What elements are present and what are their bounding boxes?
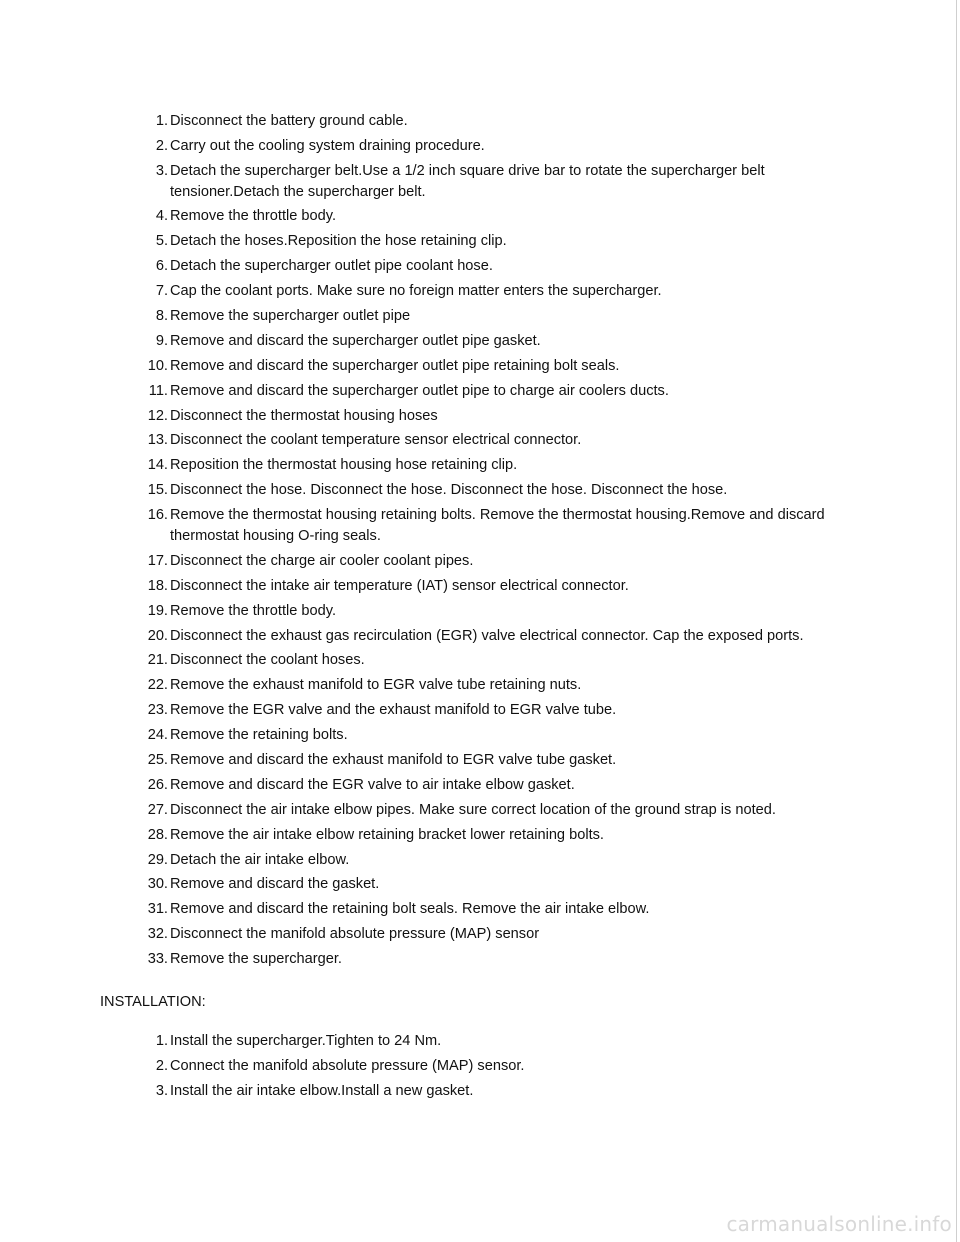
list-item [100,505,840,547]
step-number: 21. [147,652,168,669]
step-number: 29. [147,851,168,868]
step-text: Disconnect the coolant hoses. [170,652,365,669]
step-number: 25. [147,751,168,768]
step-text: Remove and discard the EGR valve to air intake elbow gasket. [170,776,575,793]
list-item [100,356,840,377]
step-text: Disconnect the charge air cooler coolant pipes. [170,552,474,569]
step-number: 5. [155,233,168,250]
list-item [100,924,840,945]
list-item [100,800,840,821]
step-number: 10. [147,357,168,374]
list-item [100,231,840,252]
step-text: Install the air intake elbow.Install a new gasket. [170,1082,474,1099]
list-item [100,1031,840,1052]
step-number: 17. [147,552,168,569]
list-item [100,551,840,572]
step-number: 2. [155,137,168,154]
step-text: Cap the coolant ports. Make sure no foreign matter enters the supercharger. [170,283,662,300]
list-item [100,750,840,771]
step-number: 18. [147,577,168,594]
step-number: 1. [155,1033,168,1049]
step-text: Remove the supercharger outlet pipe [170,308,411,325]
list-item [100,381,840,402]
step-text: Detach the supercharger outlet pipe coolant hose. [170,258,493,275]
step-text: Remove and discard the retaining bolt seals. Remove the air intake elbow. [170,901,650,918]
list-item [100,825,840,846]
list-item [100,626,840,647]
step-number: 31. [147,901,168,918]
step-number: 3. [155,1082,168,1099]
step-number: 13. [147,432,168,449]
step-text: Detach the air intake elbow. [170,851,350,868]
installation-heading: INSTALLATION: [100,994,206,1010]
step-number: 19. [147,602,168,619]
step-number: 20. [147,627,168,644]
list-item [100,601,840,622]
step-text: Install the supercharger.Tighten to 24 Nm. [170,1033,442,1049]
step-number: 30. [147,876,168,893]
step-text: Disconnect the manifold absolute pressure (MAP) sensor [170,926,540,943]
list-item [100,111,840,132]
step-text: Reposition the thermostat housing hose retaining clip. [170,457,518,474]
step-text: Remove the throttle body. [170,208,337,225]
step-number: 7. [155,283,168,300]
step-number: 6. [155,258,168,275]
list-item [100,331,840,352]
step-number: 33. [147,951,168,968]
list-item [100,161,840,203]
step-number: 12. [147,407,168,424]
step-text: Carry out the cooling system draining procedure. [170,137,485,154]
step-text: Disconnect the hose. Disconnect the hose. Disconnect the hose. Disconnect the hose. [170,482,728,499]
step-text: Connect the manifold absolute pressure (MAP) sensor. [170,1057,525,1074]
step-number: 11. [148,382,168,399]
step-text: Remove and discard the supercharger outlet pipe gasket. [170,332,541,349]
step-text: Disconnect the thermostat housing hoses [170,407,438,424]
list-item [100,949,840,970]
step-text: Detach the supercharger belt.Use a 1/2 inch square drive bar to rotate the supercharger belt tensioner.Detach the supercharger belt. [170,162,765,200]
step-text: Remove and discard the supercharger outlet pipe retaining bolt seals. [170,357,620,374]
step-number: 3. [155,162,168,179]
step-number: 27. [147,801,168,818]
step-text: Disconnect the exhaust gas recirculation (EGR) valve electrical connector. Cap the exposed ports. [170,627,804,644]
step-text: Remove the supercharger. [170,951,342,968]
step-text: Detach the hoses.Reposition the hose retaining clip. [170,233,507,250]
list-item [100,725,840,746]
step-number: 22. [147,677,168,694]
step-text: Remove and discard the supercharger outlet pipe to charge air coolers ducts. [170,382,669,399]
step-text: Disconnect the air intake elbow pipes. Make sure correct location of the ground strap is noted. [170,801,776,818]
removal-steps-list [100,111,840,974]
step-text: Remove the throttle body. [170,602,337,619]
list-item [100,306,840,327]
list-item [100,136,840,157]
step-number: 1. [155,113,168,129]
list-item [100,256,840,277]
list-item [100,874,840,895]
list-item [100,850,840,871]
step-number: 16. [147,507,168,524]
list-item [100,899,840,920]
list-item [100,281,840,302]
step-text: Remove the EGR valve and the exhaust manifold to EGR valve tube. [170,702,617,719]
step-text: Disconnect the coolant temperature sensor electrical connector. [170,432,582,449]
list-item [100,775,840,796]
list-item [100,430,840,451]
list-item [100,700,840,721]
list-item [100,576,840,597]
step-number: 23. [147,702,168,719]
list-item [100,206,840,227]
step-text: Remove the air intake elbow retaining bracket lower retaining bolts. [170,826,604,843]
step-text: Remove and discard the gasket. [170,876,380,893]
step-number: 4. [155,208,168,225]
step-number: 26. [147,776,168,793]
step-text: Remove and discard the exhaust manifold to EGR valve tube gasket. [170,751,617,768]
step-text: Remove the thermostat housing retaining bolts. Remove the thermostat housing.Remove and discard thermostat housing O-ring seals. [170,507,825,544]
step-number: 24. [147,727,168,744]
list-item [100,406,840,427]
step-number: 9. [155,332,168,349]
step-number: 8. [155,308,168,325]
step-number: 14. [147,457,168,474]
step-text: Disconnect the intake air temperature (IAT) sensor electrical connector. [170,577,629,594]
step-text: Remove the exhaust manifold to EGR valve tube retaining nuts. [170,677,582,694]
step-text: Disconnect the battery ground cable. [170,113,408,129]
list-item [100,1081,840,1102]
list-item [100,650,840,671]
step-number: 28. [147,826,168,843]
step-number: 2. [155,1057,168,1074]
list-item [100,480,840,501]
list-item [100,1056,840,1077]
step-number: 15. [147,482,168,499]
list-item [100,455,840,476]
installation-steps-list [100,1031,840,1106]
watermark-text: carmanualsonline.info [726,1212,952,1236]
step-number: 32. [147,926,168,943]
step-text: Remove the retaining bolts. [170,727,348,744]
scan-edge-line [956,0,957,1242]
list-item [100,675,840,696]
